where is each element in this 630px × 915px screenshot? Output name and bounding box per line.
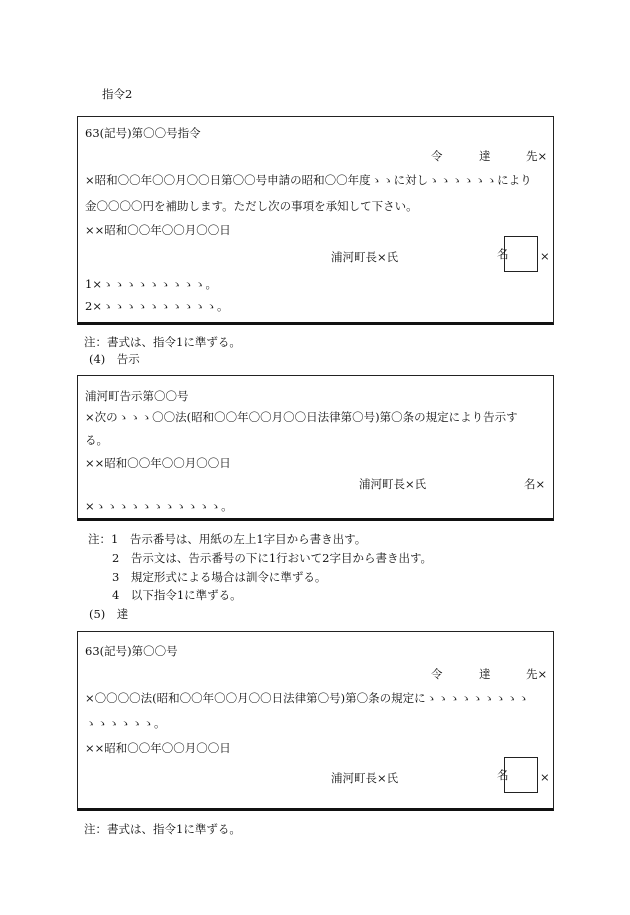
recipient-suffix: 先× [526,149,548,163]
seal-suffix: × [540,249,550,263]
page-heading: 指令2 [102,87,133,101]
seal-name-char: 名 [497,768,509,782]
body-line-2: 金〇〇〇〇円を補助します。ただし次の事項を承知して下さい。 [85,199,418,213]
note-2-line-2: 2 告示文は、告示番号の下に1行おいて2字目から書き出す。 [112,551,433,565]
date-line: ××昭和〇〇年〇〇月〇〇日 [85,741,231,755]
seal-name-char: 名 [497,247,509,261]
recipient-prefix: 令 [431,149,443,163]
seal-box [497,757,538,793]
circular-form [77,631,554,811]
recipient-mid: 達 [479,149,491,163]
body-line-1: ×昭和〇〇年〇〇月〇〇日第〇〇号申請の昭和〇〇年度ゝゝに対しゝゝゝゝゝゝにより [85,173,532,187]
seal-suffix: × [540,770,550,784]
name-suffix: 名× [524,477,546,491]
notice-number: 浦河町告示第〇〇号 [85,389,189,403]
reference-number: 63(記号)第〇〇号 [85,644,178,658]
item-2: 2×ゝゝゝゝゝゝゝゝゝゝ。 [85,299,229,313]
item-1: 1×ゝゝゝゝゝゝゝゝゝ。 [85,277,217,291]
note-2-line-3: 3 規定形式による場合は訓令に準ずる。 [112,570,327,584]
subheading-5: (5) 達 [89,607,129,621]
seal-box [497,236,538,272]
body-line-2: ゝゝゝゝゝゝ。 [85,716,166,730]
note-1: 注：書式は、指令1に準ずる。 [84,335,241,349]
note-3: 注：書式は、指令1に準ずる。 [84,822,241,836]
recipient-mid: 達 [479,667,491,681]
issuer: 浦河町長×氏 [359,477,427,491]
directive-form [77,116,554,325]
note-2-line-4: 4 以下指令1に準ずる。 [112,588,242,602]
date-line: ××昭和〇〇年〇〇月〇〇日 [85,456,231,470]
issuer: 浦河町長×氏 [331,250,399,264]
body-line-1: ×次のゝゝゝ〇〇法(昭和〇〇年〇〇月〇〇日法律第〇号)第〇条の規定により告示す [85,410,518,424]
item-line: ×ゝゝゝゝゝゝゝゝゝゝゝ。 [85,499,233,513]
note-2-line-1: 注：1 告示番号は、用紙の左上1字目から書き出す。 [88,532,367,546]
reference-number: 63(記号)第〇〇号指令 [85,126,201,140]
body-line-2: る。 [85,433,108,447]
recipient-prefix: 令 [431,667,443,681]
subheading-4: (4) 告示 [89,352,140,366]
recipient-suffix: 先× [526,667,548,681]
issuer: 浦河町長×氏 [331,771,399,785]
notice-form [77,375,554,521]
date-line: ××昭和〇〇年〇〇月〇〇日 [85,223,231,237]
body-line-1: ×〇〇〇〇法(昭和〇〇年〇〇月〇〇日法律第〇号)第〇条の規定にゝゝゝゝゝゝゝゝゝ [85,691,530,705]
